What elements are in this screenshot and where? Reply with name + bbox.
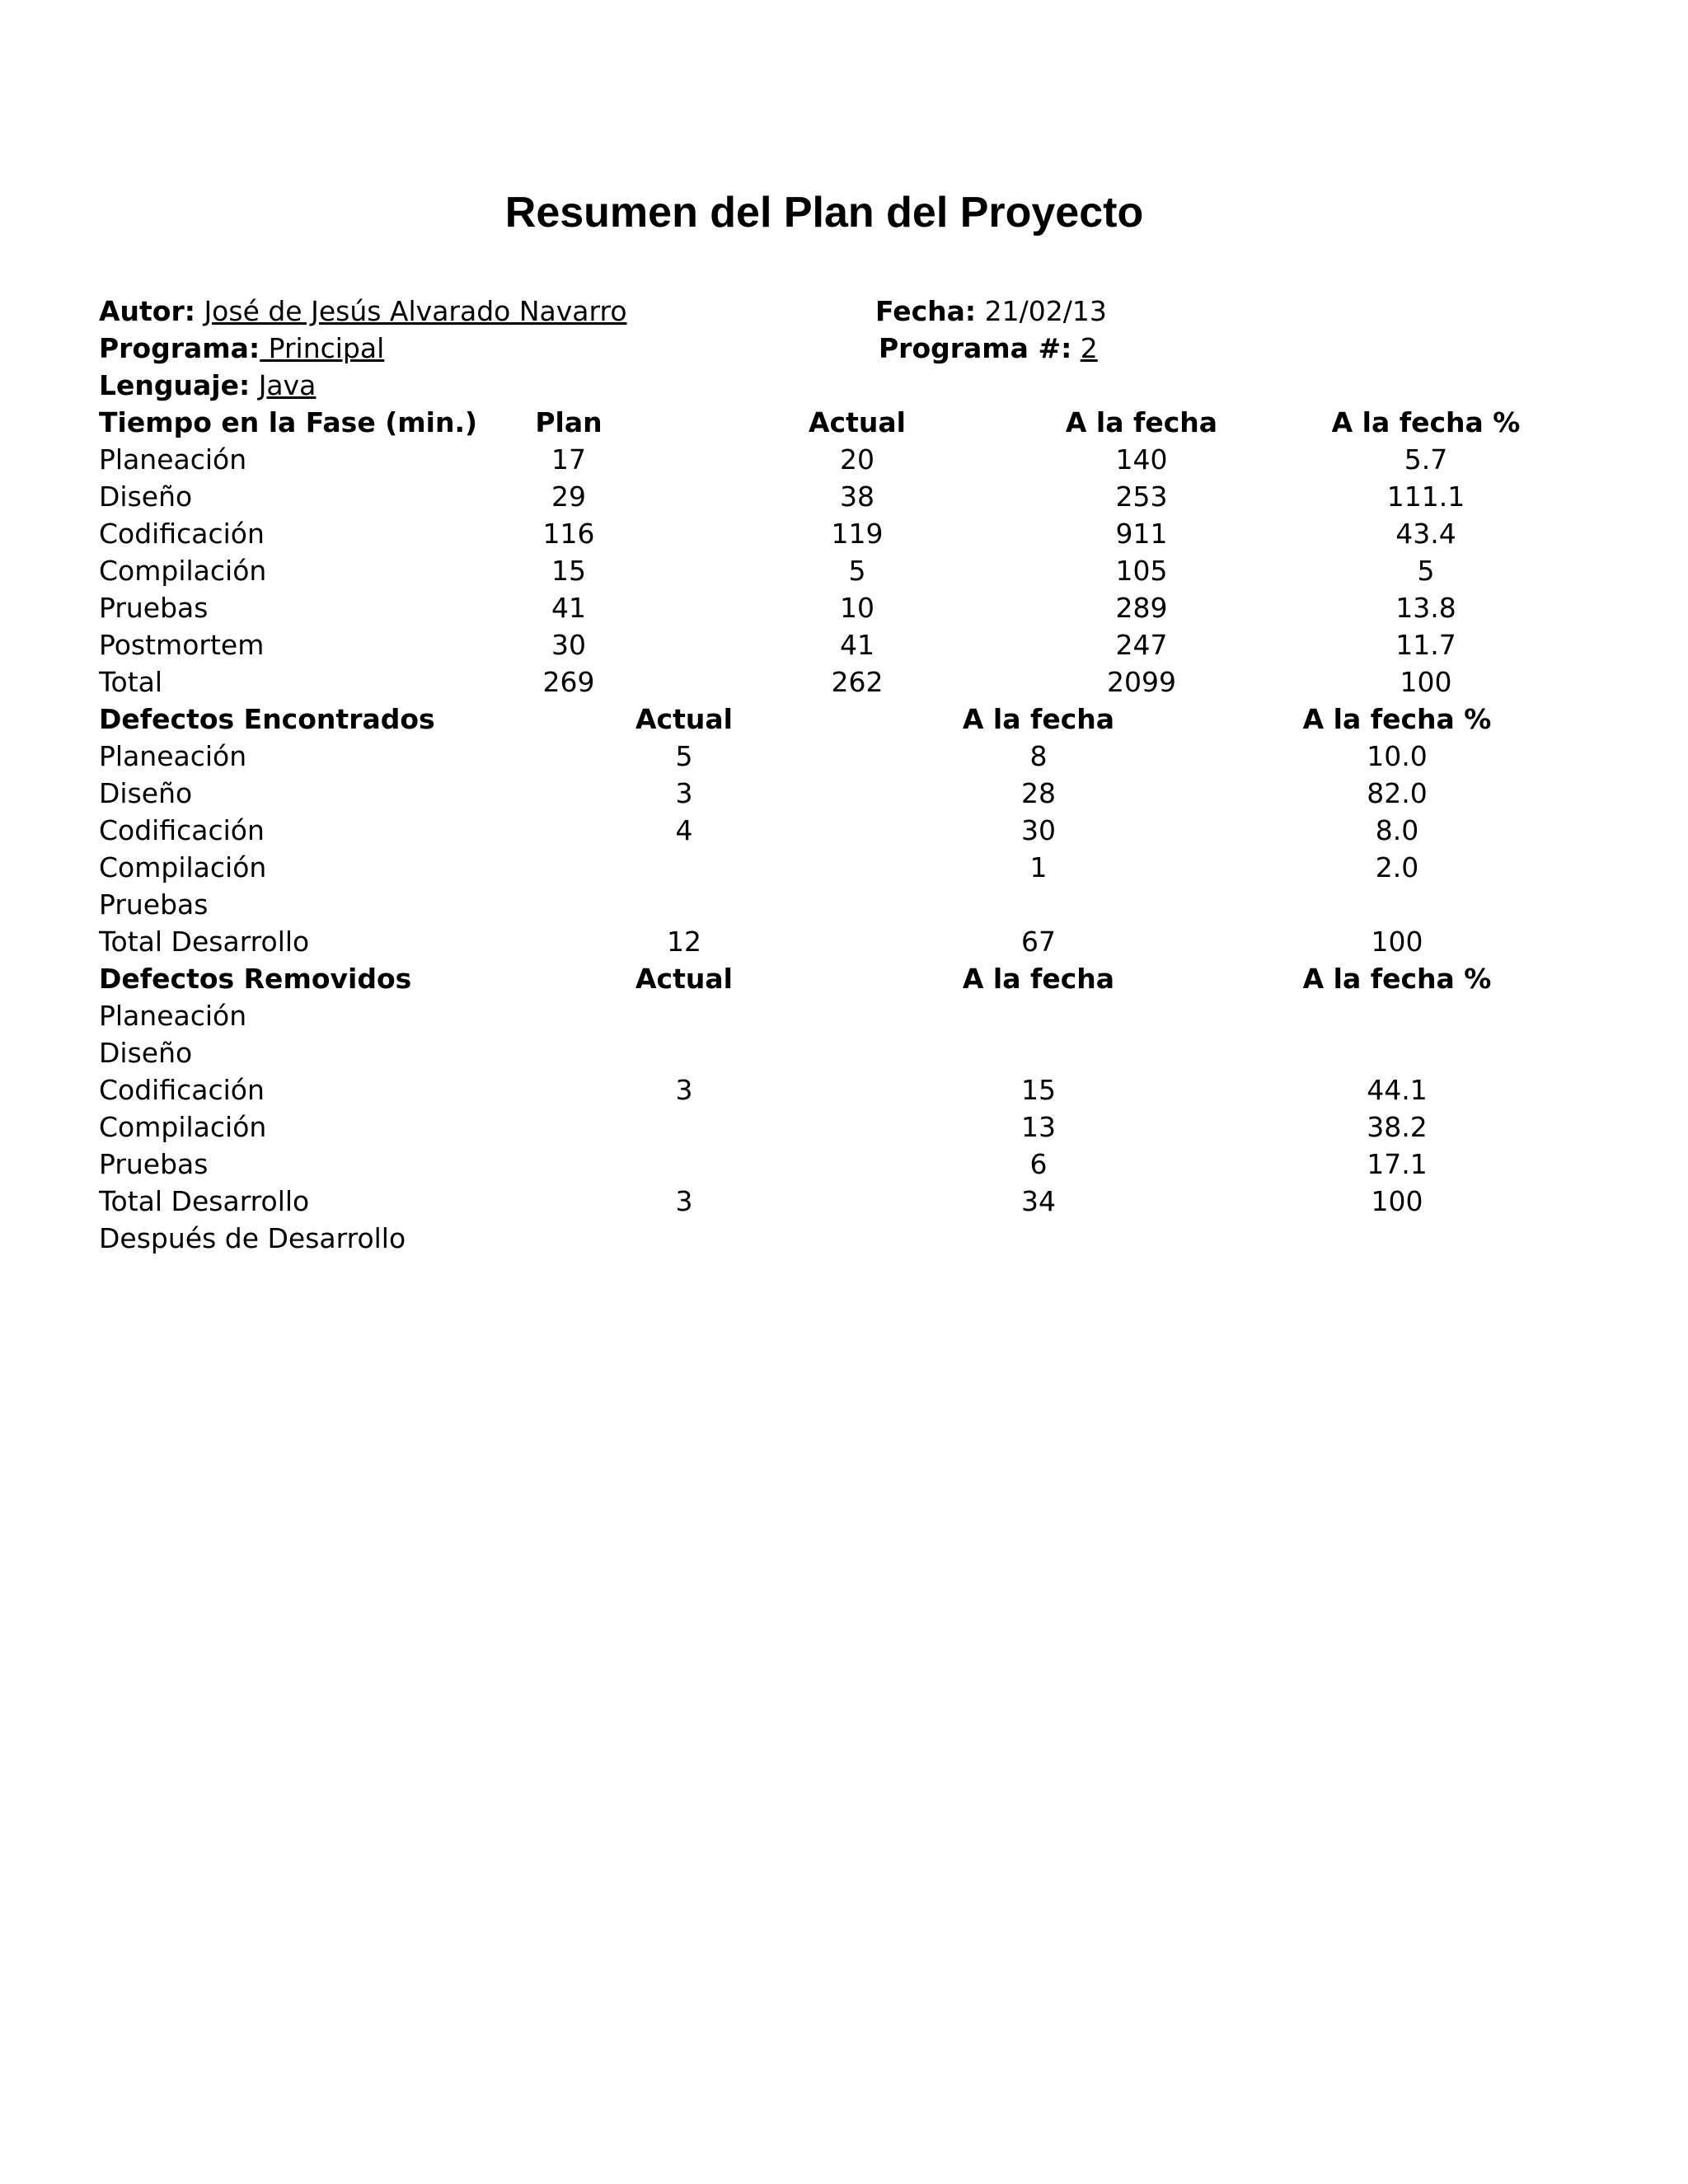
cell-plan: 116 [542, 518, 595, 550]
tiempo-header-phase: Tiempo en la Fase (min.) [99, 406, 478, 438]
row-label: Planeación [99, 1000, 247, 1032]
cell-a-la-fecha-pct: 38.2 [1367, 1111, 1428, 1143]
cell-actual: 3 [675, 1185, 693, 1217]
removidos-header-actual: Actual [635, 963, 733, 995]
cell-a-la-fecha: 289 [1115, 592, 1168, 624]
cell-a-la-fecha-pct: 100 [1400, 666, 1452, 698]
cell-a-la-fecha: 253 [1115, 480, 1168, 513]
autor-line [99, 293, 627, 330]
cell-a-la-fecha-pct: 10.0 [1367, 740, 1428, 772]
row-label: Postmortem [99, 629, 265, 661]
cell-actual: 41 [840, 629, 874, 661]
cell-actual: 38 [840, 480, 874, 513]
cell-plan: 17 [551, 443, 586, 476]
tiempo-row [0, 627, 1688, 663]
removidos-row [0, 1035, 1688, 1071]
cell-plan: 30 [551, 629, 586, 661]
removidos-row [0, 1146, 1688, 1183]
programa-value: Principal [260, 332, 385, 364]
cell-a-la-fecha: 247 [1115, 629, 1168, 661]
encontrados-header-phase: Defectos Encontrados [99, 703, 435, 735]
cell-a-la-fecha: 15 [1021, 1074, 1056, 1106]
cell-plan: 15 [551, 555, 586, 587]
removidos-row [0, 1109, 1688, 1146]
lenguaje-line [99, 368, 316, 404]
row-label: Codificación [99, 1074, 265, 1106]
lenguaje-label: Lenguaje: [99, 369, 251, 401]
tiempo-header-a-la-fecha-pct: A la fecha % [1331, 406, 1521, 438]
row-label: Diseño [99, 1037, 193, 1069]
removidos-row [0, 998, 1688, 1034]
cell-a-la-fecha-pct: 17.1 [1367, 1148, 1428, 1180]
cell-a-la-fecha: 30 [1021, 814, 1056, 846]
cell-a-la-fecha-pct: 8.0 [1375, 814, 1419, 846]
encontrados-row [0, 776, 1688, 812]
encontrados-row [0, 887, 1688, 923]
removidos-row [0, 1072, 1688, 1108]
cell-plan: 41 [551, 592, 586, 624]
cell-actual: 3 [675, 777, 693, 809]
lenguaje-value: Java [258, 369, 316, 401]
cell-a-la-fecha: 13 [1021, 1111, 1056, 1143]
row-label: Codificación [99, 518, 265, 550]
cell-a-la-fecha: 140 [1115, 443, 1168, 476]
cell-a-la-fecha: 911 [1115, 518, 1168, 550]
encontrados-header-actual: Actual [635, 703, 733, 735]
tiempo-header-row [0, 405, 1688, 441]
cell-actual: 4 [675, 814, 693, 846]
cell-a-la-fecha: 2099 [1107, 666, 1176, 698]
cell-actual: 5 [848, 555, 866, 587]
row-label: Pruebas [99, 592, 209, 624]
cell-a-la-fecha-pct: 111.1 [1386, 480, 1465, 513]
cell-a-la-fecha: 67 [1021, 926, 1056, 958]
fecha-value: 21/02/13 [984, 295, 1107, 327]
row-label: Compilación [99, 555, 267, 587]
row-label: Total [99, 666, 163, 698]
cell-actual: 3 [675, 1074, 693, 1106]
tiempo-header-a-la-fecha: A la fecha [1065, 406, 1218, 438]
cell-a-la-fecha-pct: 5.7 [1404, 443, 1448, 476]
encontrados-row [0, 850, 1688, 886]
tiempo-row [0, 590, 1688, 626]
programa-label: Programa: [99, 332, 260, 364]
row-label: Pruebas [99, 1148, 209, 1180]
programa-num-value: 2 [1080, 332, 1098, 364]
removidos-total-row [0, 1183, 1688, 1220]
encontrados-header-a-la-fecha: A la fecha [962, 703, 1115, 735]
row-label: Pruebas [99, 888, 209, 921]
tiempo-total-row [0, 664, 1688, 701]
row-label: Total Desarrollo [99, 926, 310, 958]
cell-plan: 269 [542, 666, 595, 698]
cell-a-la-fecha-pct: 13.8 [1395, 592, 1456, 624]
cell-a-la-fecha-pct: 44.1 [1367, 1074, 1428, 1106]
cell-a-la-fecha: 6 [1029, 1148, 1048, 1180]
tiempo-header-actual: Actual [809, 406, 906, 438]
cell-a-la-fecha: 1 [1029, 851, 1048, 883]
removidos-after-row [0, 1221, 1688, 1257]
tiempo-row [0, 516, 1688, 552]
row-label: Compilación [99, 1111, 267, 1143]
cell-a-la-fecha: 8 [1029, 740, 1048, 772]
cell-actual: 262 [831, 666, 884, 698]
programa-num-line [879, 330, 1098, 367]
cell-actual: 10 [840, 592, 874, 624]
fecha-label: Fecha: [875, 295, 977, 327]
cell-a-la-fecha-pct: 2.0 [1375, 851, 1419, 883]
row-label: Planeación [99, 443, 247, 476]
cell-a-la-fecha: 28 [1021, 777, 1056, 809]
cell-actual: 12 [667, 926, 701, 958]
removidos-header-a-la-fecha: A la fecha [962, 963, 1115, 995]
removidos-header-a-la-fecha-pct: A la fecha % [1302, 963, 1492, 995]
cell-a-la-fecha-pct: 100 [1371, 1185, 1423, 1217]
encontrados-header-row [0, 701, 1688, 738]
encontrados-row [0, 813, 1688, 849]
cell-actual: 20 [840, 443, 874, 476]
cell-a-la-fecha-pct: 43.4 [1395, 518, 1456, 550]
page-title: Resumen del Plan del Proyecto [504, 189, 1144, 237]
tiempo-row [0, 553, 1688, 589]
cell-a-la-fecha-pct: 11.7 [1395, 629, 1456, 661]
cell-a-la-fecha-pct: 100 [1371, 926, 1423, 958]
removidos-header-phase: Defectos Removidos [99, 963, 412, 995]
row-label: Codificación [99, 814, 265, 846]
autor-value: José de Jesús Alvarado Navarro [204, 295, 627, 327]
cell-actual: 5 [675, 740, 693, 772]
encontrados-header-a-la-fecha-pct: A la fecha % [1302, 703, 1492, 735]
encontrados-total-row [0, 924, 1688, 960]
row-label: Planeación [99, 740, 247, 772]
row-label: Compilación [99, 851, 267, 883]
row-label: Diseño [99, 480, 193, 513]
removidos-header-row [0, 961, 1688, 997]
cell-a-la-fecha-pct: 5 [1417, 555, 1435, 587]
row-label: Total Desarrollo [99, 1185, 310, 1217]
cell-a-la-fecha: 105 [1115, 555, 1168, 587]
cell-a-la-fecha-pct: 82.0 [1367, 777, 1428, 809]
tiempo-header-plan: Plan [535, 406, 603, 438]
cell-a-la-fecha: 34 [1021, 1185, 1056, 1217]
row-label: Después de Desarrollo [99, 1222, 406, 1254]
tiempo-row [0, 479, 1688, 515]
programa-line [99, 330, 384, 367]
cell-plan: 29 [551, 480, 586, 513]
row-label: Diseño [99, 777, 193, 809]
autor-label: Autor: [99, 295, 195, 327]
cell-actual: 119 [831, 518, 884, 550]
tiempo-row [0, 442, 1688, 478]
programa-num-label: Programa #: [879, 332, 1072, 364]
fecha-line [875, 293, 1107, 330]
encontrados-row [0, 738, 1688, 775]
